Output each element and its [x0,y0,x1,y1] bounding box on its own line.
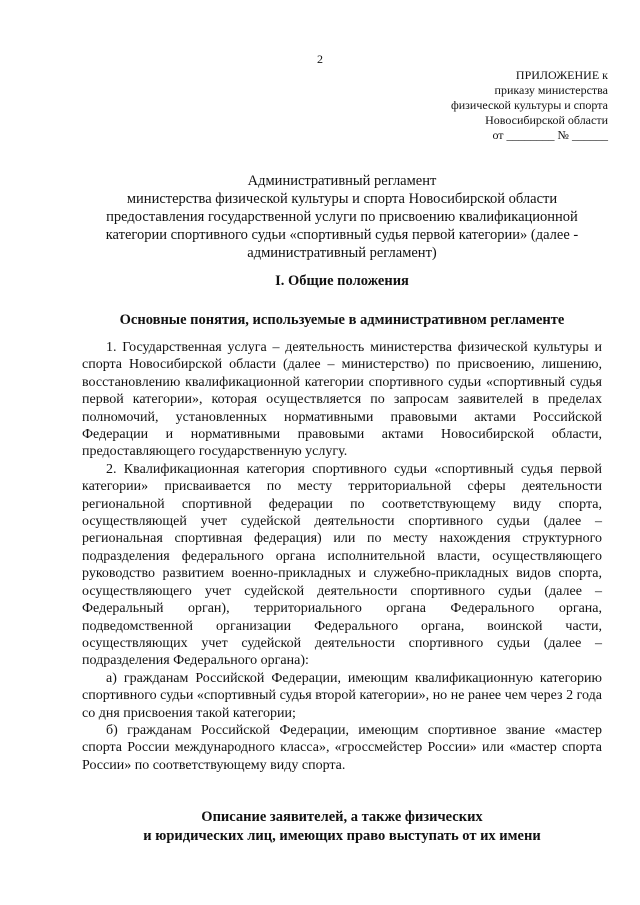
next-section-title-line: и юридических лиц, имеющих право выступать от их имени [143,828,541,844]
next-section-title [82,808,602,846]
subsection-title: Основные понятия, используемые в административном регламенте [119,312,565,328]
title-line: министерства физической культуры и спорта Новосибирской области [126,191,558,207]
appendix-header [451,68,608,143]
paragraph: а) гражданам Российской Федерации, имеющим квалификационную категорию спортивного судьи «спортивный судья второй категории», но не ранее чем через 2 года со дня присвоения такой категории; [82,670,602,721]
paragraph: 1. Государственная услуга – деятельность министерства физической культуры и спорта Новосибирской области (далее – министерство) по присвоению, лишению, восстановлению квалификационной категории спортивного судьи «спортивный судья первой категории», которая осуществляется по запросам заявителей в пределах полномочий, установленных нормативными правовыми актами Российской Федерации и нормативными правовыми актами Новосибирской области, предоставляющего государственную услугу. [82,340,602,460]
paragraph: б) гражданам Российской Федерации, имеющим спортивное звание «мастер спорта России международного класса», «гроссмейстер России» или «мастер спорта России» по соответствующему виду спорта. [82,722,602,773]
title-line: Административный регламент [247,173,437,189]
appendix-line: физической культуры и спорта [450,98,608,112]
next-section-title-line: Описание заявителей, а также физических [201,809,483,825]
appendix-line: ПРИЛОЖЕНИЕ к [515,68,608,82]
appendix-line: приказу министерства [494,83,608,97]
page-number: 2 [317,52,323,66]
appendix-line: от ________ № ______ [492,128,608,142]
title-line: категории спортивного судьи «спортивный судья первой категории» (далее - [105,227,579,243]
section-title: I. Общие положения [275,273,409,289]
paragraph: 2. Квалификационная категория спортивного судьи «спортивный судья первой категории» присваивается по месту территориальной сферы деятельности региональной спортивной федерации по соответствующему виду спорта, осуществляющей учет судейской деятельности спортивного судьи (далее – региональная спортивная федерация) или по месту нахождения структурного подразделения федерального органа исполнительной власти, осуществляющего руководство развитием военно-прикладных и служебно-прикладных видов спорта, осуществляющего учет судейской деятельности спортивного судьи (далее – Федеральный орган), территориального органа Федерального органа, подведомственной организации Федерального органа, воинской части, осуществляющих учет судейской деятельности спортивного судьи (далее – подразделения Федерального органа): [82,461,602,669]
document-title [82,172,602,262]
document-body [82,339,602,774]
appendix-line: Новосибирской области [485,113,608,127]
title-line: административный регламент) [247,245,437,261]
title-line: предоставления государственной услуги по присвоению квалификационной [106,209,578,225]
